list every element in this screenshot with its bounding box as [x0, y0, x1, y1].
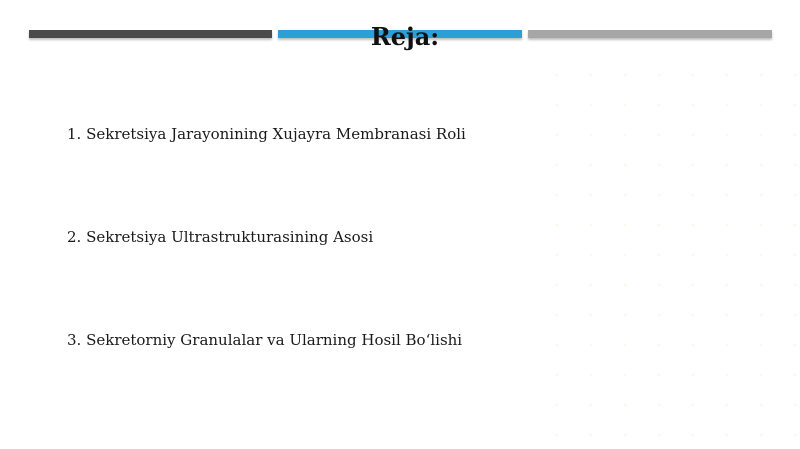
- plan-item: 2. Sekretsiya Ultrastrukturasining Asosi: [67, 228, 374, 246]
- slide-title: Reja:: [370, 22, 440, 51]
- background-dot-pattern: [540, 60, 800, 449]
- plan-item: 1. Sekretsiya Jarayonining Xujayra Membranasi Roli: [67, 125, 466, 143]
- plan-item: 3. Sekretorniy Granulalar va Ularning Hosil Bo‘lishi: [67, 331, 463, 349]
